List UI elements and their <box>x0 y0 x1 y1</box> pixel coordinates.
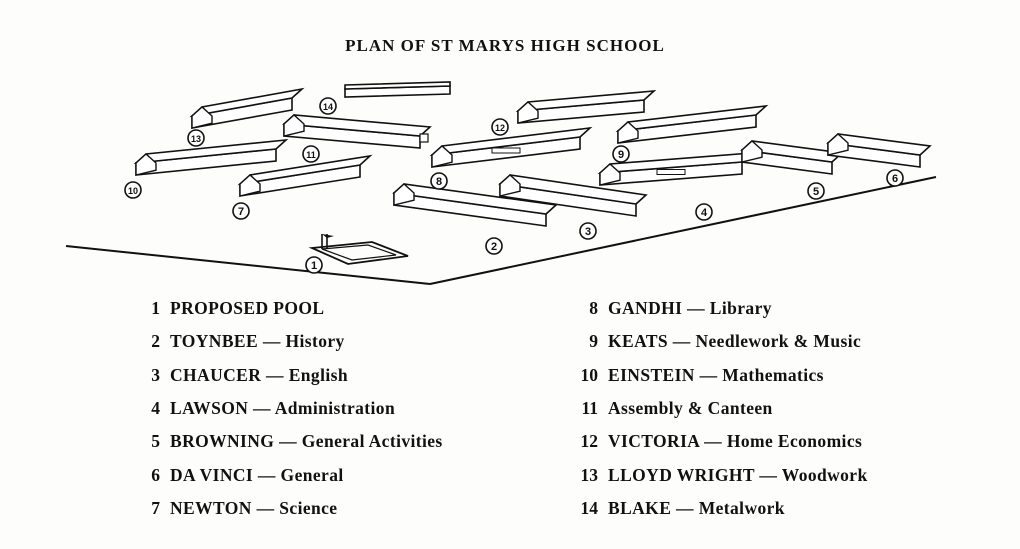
marker-label: 2 <box>490 241 498 253</box>
marker-3 <box>580 223 596 239</box>
legend-label: VICTORIA — Home Economics <box>608 431 863 452</box>
legend-label: TOYNBEE — History <box>170 331 345 352</box>
legend-label: Assembly & Canteen <box>608 397 773 418</box>
proposed-pool <box>312 234 408 264</box>
marker-label: 8 <box>435 176 443 188</box>
legend-number: 14 <box>580 497 598 518</box>
marker-label: 5 <box>812 186 820 198</box>
marker-14 <box>320 98 336 114</box>
legend-number: 3 <box>151 364 160 385</box>
marker-2 <box>486 238 502 254</box>
legend-number: 13 <box>580 464 598 485</box>
marker-12 <box>492 119 508 135</box>
legend-number: 10 <box>580 364 598 385</box>
marker-label: 13 <box>190 134 202 144</box>
legend-number: 2 <box>151 331 160 352</box>
marker-label: 10 <box>127 186 139 196</box>
legend-label: CHAUCER — English <box>170 364 348 385</box>
legend-number: 8 <box>589 298 598 318</box>
marker-4 <box>696 204 712 220</box>
marker-label: 9 <box>617 149 625 161</box>
building-14 <box>345 82 450 97</box>
legend-number: 6 <box>151 464 160 485</box>
legend-number: 9 <box>589 331 598 352</box>
legend-label: GANDHI — Library <box>608 298 772 318</box>
marker-6 <box>887 170 903 186</box>
legend-label: PROPOSED POOL <box>170 298 325 318</box>
legend-number: 1 <box>151 298 160 318</box>
building-10 <box>136 140 286 175</box>
legend-label: LLOYD WRIGHT — Woodwork <box>608 464 868 485</box>
legend-number: 4 <box>151 397 160 418</box>
building-8 <box>432 128 590 167</box>
legend-label: BROWNING — General Activities <box>170 431 443 452</box>
marker-label: 7 <box>237 206 245 218</box>
marker-1 <box>306 257 322 273</box>
legend-number: 7 <box>151 497 160 518</box>
marker-8 <box>431 173 447 189</box>
legend-label: EINSTEIN — Mathematics <box>608 364 824 385</box>
marker-label: 6 <box>891 173 899 185</box>
marker-label: 12 <box>494 123 506 133</box>
marker-label: 3 <box>584 226 592 238</box>
marker-9 <box>613 146 629 162</box>
building-6 <box>828 134 930 167</box>
building-5 <box>742 141 842 174</box>
site-boundary-left <box>66 246 430 284</box>
marker-11 <box>303 146 319 162</box>
legend-number: 11 <box>581 397 598 418</box>
legend-number: 5 <box>151 431 160 452</box>
marker-7 <box>233 203 249 219</box>
plan-title: PLAN OF ST MARYS HIGH SCHOOL <box>345 36 665 55</box>
building-12 <box>518 91 654 123</box>
marker-5 <box>808 183 824 199</box>
marker-13 <box>188 130 204 146</box>
marker-label: 11 <box>306 150 316 160</box>
building-11 <box>284 115 430 148</box>
legend-label: BLAKE — Metalwork <box>608 497 785 518</box>
marker-10 <box>125 182 141 198</box>
marker-label: 4 <box>700 207 708 219</box>
legend-label: DA VINCI — General <box>170 464 344 485</box>
marker-label: 14 <box>322 102 334 112</box>
legend-label: KEATS — Needlework & Music <box>608 331 862 352</box>
marker-label: 1 <box>310 260 318 272</box>
legend-label: NEWTON — Science <box>170 497 338 518</box>
legend-number: 12 <box>580 431 598 452</box>
legend-label: LAWSON — Administration <box>170 397 396 418</box>
